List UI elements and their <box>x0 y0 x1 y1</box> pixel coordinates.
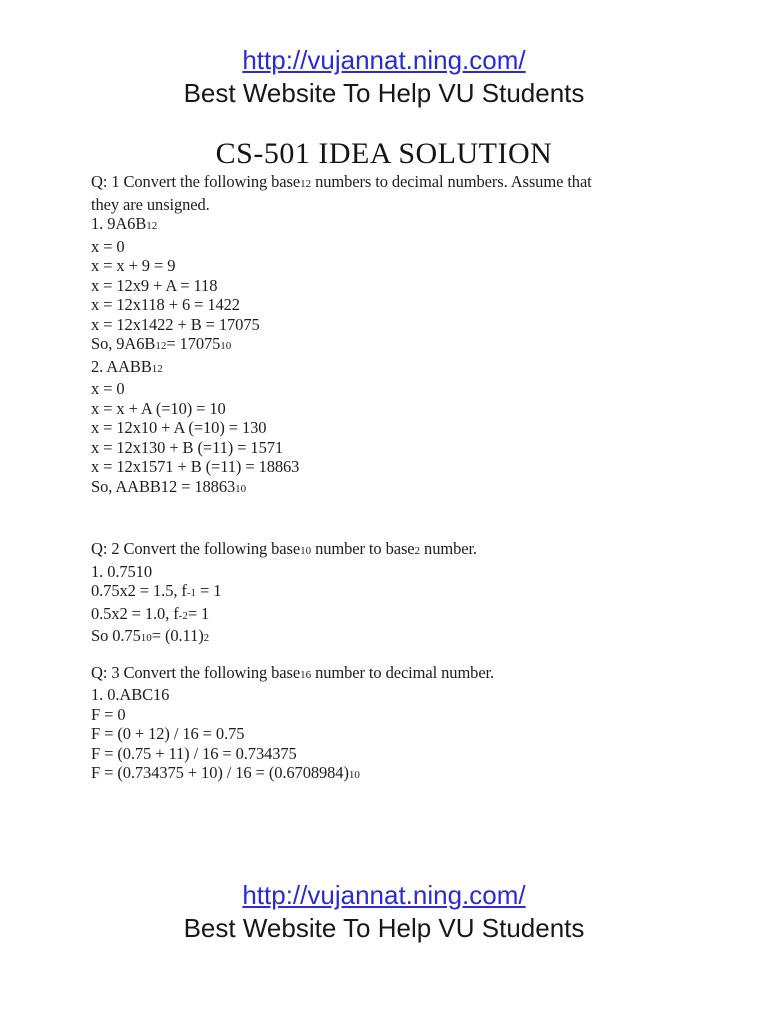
subscript: 16 <box>300 668 312 681</box>
text-run: x = 12x130 + B (=11) = 1571 <box>91 437 284 457</box>
text-line <box>91 418 671 438</box>
text-line <box>91 256 671 276</box>
text-run: x = 12x10 + A (=10) = 130 <box>91 418 267 437</box>
footer-site-link[interactable]: http://vujannat.ning.com/ <box>242 880 526 910</box>
subscript: 2 <box>414 545 421 557</box>
text-line <box>91 763 671 786</box>
text-line <box>91 562 671 582</box>
text-run: they are unsigned. <box>91 194 210 214</box>
subscript: -2 <box>178 609 188 622</box>
text-line <box>91 399 671 419</box>
text-line <box>91 237 671 257</box>
text-line <box>91 195 671 215</box>
text-line <box>91 214 671 237</box>
text-run: number to base <box>311 539 415 558</box>
text-run: So 0.75 <box>91 626 141 645</box>
text-line <box>91 379 671 399</box>
text-run: 1. 0.ABC16 <box>91 685 170 704</box>
text-run: = (0.11) <box>151 626 204 645</box>
text-run: x = 12x1422 + B = 17075 <box>91 314 260 334</box>
text-run: Q: 2 Convert the following base <box>91 539 301 558</box>
text-run: = 1 <box>187 603 210 623</box>
text-run: x = 12x118 + 6 = 1422 <box>91 295 240 314</box>
header-site-subtitle: Best Website To Help VU Students <box>183 78 585 108</box>
text-line <box>91 334 671 357</box>
text-run: F = (0.734375 + 10) / 16 = (0.6708984) <box>91 763 349 782</box>
text-line <box>91 626 671 649</box>
text-run: x = 12x9 + A = 118 <box>91 275 218 295</box>
text-line <box>91 276 671 296</box>
document-title: CS-501 IDEA SOLUTION <box>215 137 553 170</box>
text-run: number. <box>420 539 477 558</box>
text-line <box>91 357 671 380</box>
text-line <box>91 539 671 562</box>
text-run: So, AABB12 = 18863 <box>91 476 236 496</box>
text-run: number to decimal number. <box>311 662 495 682</box>
text-run: x = 12x1571 + B (=11) = 18863 <box>91 457 300 476</box>
text-run: = 17075 <box>166 334 221 353</box>
paragraph-gap <box>91 649 671 663</box>
text-line <box>91 685 671 705</box>
text-line <box>91 457 671 477</box>
subscript: 12 <box>155 340 167 352</box>
text-run: x = 0 <box>91 379 125 398</box>
text-run: x = 0 <box>91 236 125 256</box>
text-run: 1. 9A6B <box>91 214 147 233</box>
text-run: x = x + A (=10) = 10 <box>91 398 226 418</box>
text-line <box>91 705 671 725</box>
page-footer <box>0 879 768 945</box>
footer-site-subtitle: Best Website To Help VU Students <box>183 913 585 943</box>
document-content <box>91 172 671 786</box>
text-run: x = x + 9 = 9 <box>91 256 176 275</box>
subscript: 2 <box>203 632 210 644</box>
text-run: 0.5x2 = 1.0, f <box>91 603 179 623</box>
text-run: = 1 <box>195 581 222 600</box>
text-run: Q: 1 Convert the following base <box>91 172 301 191</box>
text-run: So, 9A6B <box>91 334 156 353</box>
text-line <box>91 744 671 764</box>
subscript: -1 <box>186 587 196 599</box>
header-site-link[interactable]: http://vujannat.ning.com/ <box>242 45 526 75</box>
paragraph <box>91 539 671 649</box>
text-line <box>91 477 671 500</box>
text-run: 0.75x2 = 1.5, f <box>91 581 187 600</box>
text-line <box>91 724 671 744</box>
subscript: 10 <box>300 545 312 557</box>
page-header <box>0 44 768 110</box>
paragraph <box>91 663 671 786</box>
paragraph-gap <box>91 499 671 539</box>
subscript: 10 <box>220 340 232 352</box>
text-run: F = 0 <box>91 704 126 724</box>
text-run: 1. 0.7510 <box>91 561 152 581</box>
subscript: 12 <box>146 220 158 232</box>
text-run: F = (0 + 12) / 16 = 0.75 <box>91 724 245 743</box>
text-run: Q: 3 Convert the following base <box>91 662 301 682</box>
subscript: 10 <box>348 769 360 781</box>
text-line <box>91 438 671 458</box>
text-line <box>91 315 671 335</box>
subscript: 12 <box>151 362 163 375</box>
text-line <box>91 295 671 315</box>
subscript: 10 <box>235 482 247 495</box>
text-line <box>91 663 671 686</box>
text-run: numbers to decimal numbers. Assume that <box>311 172 592 191</box>
text-line <box>91 172 671 195</box>
text-line <box>91 604 671 627</box>
text-line <box>91 581 671 604</box>
text-run: F = (0.75 + 11) / 16 = 0.734375 <box>91 743 297 763</box>
paragraph <box>91 172 671 499</box>
subscript: 12 <box>300 178 312 190</box>
subscript: 10 <box>140 632 152 644</box>
text-run: 2. AABB <box>91 356 152 376</box>
